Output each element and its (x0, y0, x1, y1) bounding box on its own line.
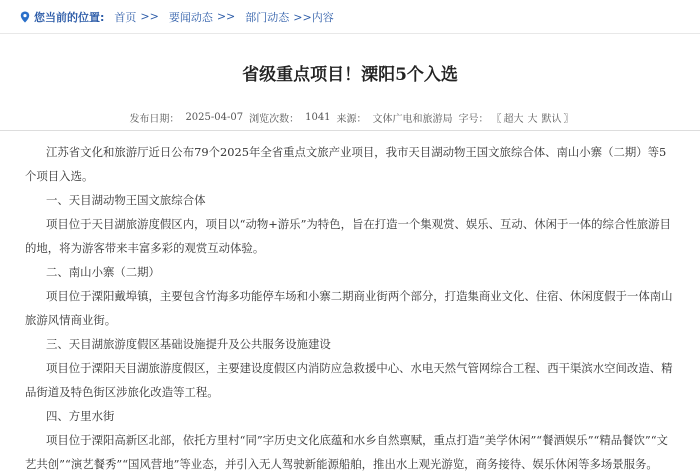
view-count-label: 浏览次数： (249, 113, 300, 125)
font-size-xlarge-button[interactable]: 超大 (503, 113, 524, 125)
breadcrumb-department-link[interactable]: 部门动态 (245, 10, 290, 24)
breadcrumb-label: 您当前的位置: (34, 10, 105, 24)
publish-date-label: 发布日期： (129, 113, 180, 125)
breadcrumb (0, 0, 700, 34)
article-content (25, 140, 677, 476)
section-body: 项目位于天目湖旅游度假区内，项目以“动物+游乐”为特色，旨在打造一个集观赏、娱乐、互动、休闲于一体的综合性旅游目的地，将为游客带来丰富多彩的观赏互动体验。 (25, 217, 671, 255)
font-size-default-button[interactable]: 默认 (541, 113, 562, 125)
breadcrumb-separator: >> (140, 10, 159, 23)
font-size-bracket-close: 〗 (563, 113, 574, 125)
breadcrumb-separator: >> (216, 10, 236, 23)
breadcrumb-news-link[interactable]: 要闻动态 (168, 10, 213, 24)
source-name: 文体广电和旅游局 (372, 113, 453, 125)
font-size-bracket-open: 〖 (491, 113, 502, 125)
section-heading: 二、南山小寨（二期） (46, 265, 160, 279)
publish-date: 2025-04-07 (185, 111, 244, 123)
article-meta (0, 104, 700, 131)
section-body: 项目位于溧阳高新区北部，依托方里村“同”字历史文化底蕴和水乡自然禀赋，重点打造“美学休闲”“餐酒娱乐”“精品餐饮”“文艺共创”“演艺餐秀”“国风营地”等业态，并引入无人驾驶新能源船舶，推出水上观光游览，商务接待、娱乐休闲等多场景服务。 (25, 433, 668, 471)
view-count: 1041 (305, 111, 331, 123)
article-title: 省级重点项目！溧阳5个入选 (242, 65, 458, 85)
breadcrumb-current: >>内容 (293, 10, 334, 24)
section-heading: 三、天目湖旅游度假区基础设施提升及公共服务设施建设 (46, 337, 331, 351)
section-heading: 四、方里水街 (46, 409, 115, 423)
source-label: 来源： (336, 113, 367, 125)
font-size-label: 字号： (458, 113, 489, 125)
section-heading: 一、天目湖动物王国文旅综合体 (46, 193, 206, 207)
article-intro: 江苏省文化和旅游厅近日公布79个2025年全省重点文旅产业项目，我市天目湖动物王国文旅综合体、南山小寨（二期）等5个项目入选。 (25, 145, 667, 183)
font-size-large-button[interactable]: 大 (527, 113, 538, 125)
breadcrumb-home-link[interactable]: 首页 (114, 10, 137, 24)
section-body: 项目位于溧阳天目湖旅游度假区，主要建设度假区内消防应急救援中心、水电天然气管网综合工程、西干渠滨水空间改造、精品街道及特色街区涉旅化改造等工程。 (25, 361, 673, 399)
section-body: 项目位于溧阳戴埠镇，主要包含竹海多功能停车场和小寨二期商业街两个部分，打造集商业文化、住宿、休闲度假于一体南山旅游风情商业街。 (25, 289, 673, 327)
location-pin-icon (20, 11, 30, 23)
